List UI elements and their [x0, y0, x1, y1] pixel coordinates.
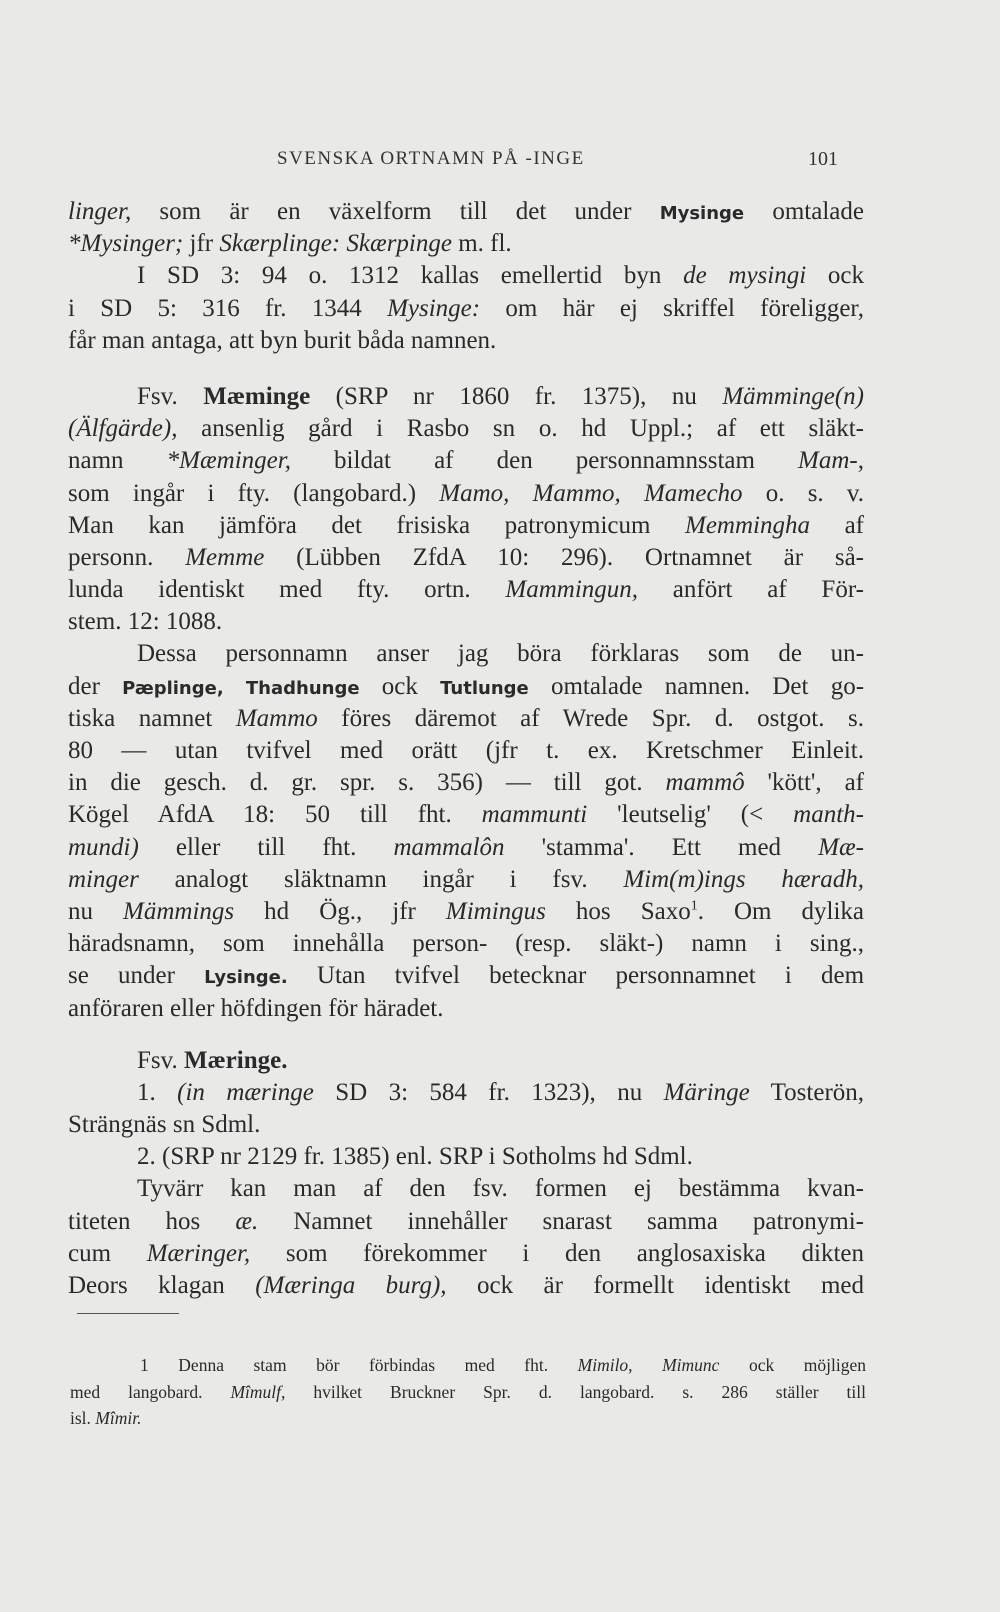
text-run: (Lübben ZfdA 10: 296). Ortnamnet är så-: [264, 543, 864, 571]
text-run: af: [810, 511, 864, 539]
text-run: hd Ög., jfr: [234, 897, 446, 925]
text-line: [68, 1238, 864, 1270]
text-run: i SD 5: 316 fr. 1344: [68, 294, 388, 322]
text-run: o. s. v.: [742, 479, 865, 507]
text-run: linger,: [68, 198, 132, 225]
text-run: Man kan jämföra det frisiska patronymicum: [68, 511, 686, 539]
text-run: (SRP nr 1860 fr. 1375), nu: [310, 382, 723, 410]
text-run: som är en växelform till det under: [131, 198, 660, 225]
text-run: Mammo: [235, 704, 318, 732]
text-run: 'stamma'. Ett med: [504, 833, 819, 861]
text-line: [68, 671, 864, 703]
text-run: föres däremot af Wrede Spr. d. ostgot. s.: [317, 704, 864, 732]
text-run: Mimilo, Mimunc: [577, 1355, 720, 1375]
text-run: Tutlunge: [440, 677, 529, 699]
text-run: Deors klagan: [68, 1272, 256, 1299]
text-run: Mæringe.: [184, 1046, 288, 1074]
text-run: omtalade namnen. Det go-: [528, 672, 865, 700]
text-run: med langobard.: [70, 1381, 231, 1402]
text-run: *Mæminger,: [166, 447, 291, 475]
text-run: som förekommer i den anglosaxiska dikten: [250, 1239, 865, 1267]
text-run: Tyvärr kan man af den fsv. formen ej bestämma kvan-: [137, 1175, 864, 1203]
text-run: I SD 3: 94 o. 1312 kallas emellertid byn: [137, 262, 684, 290]
text-run: Skærplinge: Skærpinge: [219, 230, 452, 258]
text-run: Mîmulf,: [230, 1381, 286, 1402]
paragraph-gap: [68, 357, 864, 381]
text-run: Memme: [185, 543, 265, 571]
text-run: namn: [68, 447, 167, 475]
text-run: æ.: [235, 1207, 259, 1235]
text-line: [68, 928, 864, 960]
text-run: mundi): [68, 833, 139, 861]
text-run: cum: [68, 1239, 147, 1267]
text-run: hos Saxo: [545, 897, 691, 925]
text-line: [68, 510, 864, 542]
text-run: Mæminge: [203, 382, 311, 410]
text-run: eller till fht.: [138, 833, 394, 861]
text-run: 'leutselig' (<: [587, 801, 794, 829]
text-run: Utan tvifvel betecknar personnamnet i dem: [287, 962, 865, 990]
text-run: der: [68, 672, 123, 700]
text-line: [68, 260, 864, 292]
text-run: Memmingha: [685, 511, 810, 539]
text-run: de mysingi: [683, 262, 807, 290]
text-run: 2. (SRP nr 2129 fr. 1385) enl. SRP i Sotholms hd Sdml.: [137, 1143, 693, 1171]
text-line: [68, 574, 864, 606]
text-line: [68, 735, 864, 767]
text-line: [68, 864, 864, 896]
text-line: [68, 1206, 864, 1238]
text-run: hvilket Bruckner Spr. d. langobard. s. 286 ställer till: [285, 1381, 866, 1402]
body-text: [68, 196, 864, 1302]
text-run: Mamo, Mammo, Mamecho: [439, 479, 743, 507]
text-run: ock: [359, 672, 441, 700]
text-run: nu: [68, 897, 124, 925]
footnote: [70, 1352, 866, 1432]
page-number: 101: [808, 148, 838, 170]
text-run: m. fl.: [451, 230, 512, 258]
text-run: Kögel AfdA 18: 50 till fht.: [68, 801, 482, 829]
text-run: Mämminge(n): [722, 382, 864, 410]
text-line: [68, 325, 864, 357]
text-run: bildat af den personnamnsstam: [290, 447, 799, 475]
text-line: [68, 638, 864, 670]
text-line: [68, 993, 864, 1025]
text-line: [68, 896, 864, 928]
text-run: mammunti: [481, 801, 588, 829]
text-run: minger: [68, 865, 139, 893]
text-line: [68, 1045, 864, 1077]
text-run: får man antaga, att byn burit båda namnen.: [68, 326, 497, 354]
text-run: personn.: [68, 543, 186, 571]
text-run: Mim(m)ings hæradh,: [623, 865, 864, 893]
text-run: 80 — utan tvifvel med orätt (jfr t. ex. Kretschmer Einleit.: [68, 737, 864, 764]
text-run: som ingår i fty. (langobard.): [68, 479, 440, 507]
paragraph-gap: [68, 1025, 864, 1045]
text-line: [68, 445, 864, 477]
text-line: [68, 960, 864, 992]
text-line: [68, 1109, 864, 1141]
text-line: [68, 799, 864, 831]
text-run: 'kött', af: [744, 769, 864, 797]
text-run: Mæringer,: [146, 1239, 251, 1267]
text-line: [68, 832, 864, 864]
text-line: [68, 293, 864, 325]
text-line: [68, 196, 864, 228]
text-line: [68, 1173, 864, 1205]
text-run: (Mæringa burg),: [255, 1272, 447, 1299]
text-run: Mîmir.: [95, 1408, 142, 1428]
text-line: [68, 1141, 864, 1173]
text-run: Dessa personnamn anser jag böra förklaras som de un-: [137, 640, 864, 668]
text-run: ock möjligen: [719, 1355, 866, 1375]
text-run: ock är formellt identiskt med: [446, 1272, 864, 1299]
text-line: [68, 228, 864, 260]
text-run: . Om dylika: [697, 897, 864, 925]
text-run: analogt släktnamn ingår i fsv.: [138, 865, 624, 893]
text-line: [68, 413, 864, 445]
text-run: Pæplinge, Thadhunge: [122, 677, 360, 699]
text-run: Mysinge:: [387, 294, 481, 322]
text-run: Tosterön,: [749, 1078, 865, 1106]
text-run: Fsv.: [137, 382, 204, 410]
text-run: Mammingun,: [505, 576, 639, 604]
text-line: [68, 606, 864, 638]
text-run: jfr: [183, 230, 220, 258]
text-run: Fsv.: [137, 1046, 185, 1074]
text-line: [68, 767, 864, 799]
text-run: in die gesch. d. gr. spr. s. 356) — till got.: [68, 769, 666, 797]
text-run: ock: [806, 262, 864, 290]
text-run: mammô: [665, 769, 745, 797]
footnote-rule: [77, 1313, 179, 1314]
text-run: Mæ-: [818, 833, 864, 861]
text-run: (Älfgärde),: [68, 415, 178, 443]
text-run: Strängnäs sn Sdml.: [68, 1111, 261, 1139]
text-run: mammalôn: [393, 833, 505, 861]
text-run: titeten hos: [68, 1207, 236, 1235]
footnote-marker: 1: [690, 898, 698, 914]
text-run: Namnet innehåller snarast samma patronymi-: [258, 1207, 864, 1235]
text-run: se under: [68, 962, 205, 990]
text-run: Märinge: [663, 1078, 750, 1106]
text-run: anfört af För-: [638, 576, 864, 604]
text-run: (in mæringe: [177, 1078, 314, 1106]
text-run: Mam-,: [798, 447, 864, 475]
text-run: häradsnamn, som innehålla person- (resp. släkt-) namn i sing.,: [68, 930, 864, 958]
text-run: stem. 12: 1088.: [68, 608, 223, 636]
text-run: 1 Denna stam bör förbindas med fht.: [140, 1355, 578, 1375]
text-line: [70, 1352, 866, 1379]
text-line: [68, 381, 864, 413]
running-header: SVENSKA ORTNAMN PÅ -INGE: [277, 148, 585, 169]
text-line: [68, 1270, 864, 1302]
text-run: manth-: [793, 801, 864, 829]
text-run: tiska namnet: [68, 704, 236, 732]
text-run: SD 3: 584 fr. 1323), nu: [313, 1078, 664, 1106]
text-run: *Mysinger;: [68, 230, 184, 258]
text-line: [68, 1077, 864, 1109]
text-line: [68, 478, 864, 510]
text-line: [70, 1379, 866, 1406]
text-run: om här ej skriffel föreligger,: [480, 294, 864, 322]
text-run: lunda identiskt med fty. ortn.: [68, 576, 506, 604]
text-run: ansenlig gård i Rasbo sn o. hd Uppl.; af ett släkt-: [177, 415, 864, 443]
text-line: [68, 542, 864, 574]
text-run: omtalade: [744, 198, 864, 225]
text-run: anföraren eller höfdingen för häradet.: [68, 994, 444, 1022]
text-run: Lysinge.: [204, 967, 288, 989]
text-line: [70, 1405, 866, 1432]
text-run: Mimingus: [445, 897, 546, 925]
text-line: [68, 703, 864, 735]
text-run: Mämmings: [123, 897, 235, 925]
text-run: 1.: [137, 1078, 178, 1106]
text-run: Mysinge: [659, 203, 745, 224]
text-run: isl.: [70, 1408, 96, 1428]
